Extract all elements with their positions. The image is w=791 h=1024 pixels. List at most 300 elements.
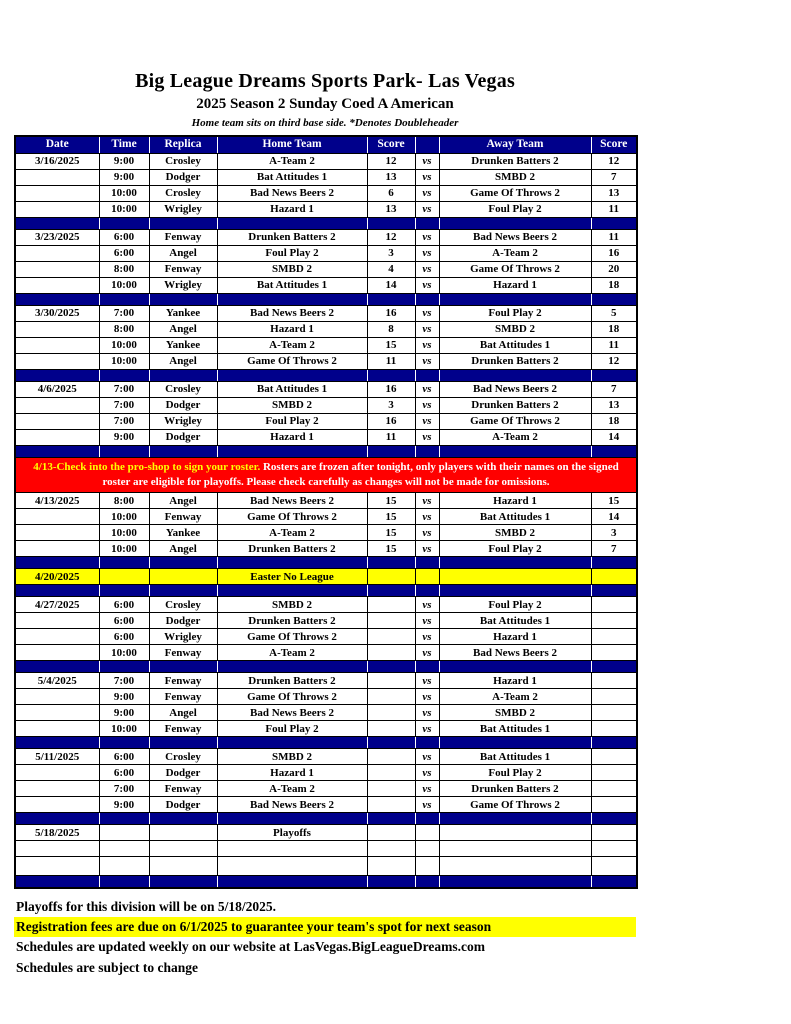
- replica-cell: Crosley: [149, 153, 217, 169]
- home-score-cell: [367, 569, 415, 585]
- separator-cell: [99, 293, 149, 305]
- away-team-cell: [439, 569, 591, 585]
- game-row: [15, 509, 637, 525]
- separator-cell: [439, 813, 591, 825]
- replica-cell: Crosley: [149, 597, 217, 613]
- home-score-cell: 16: [367, 413, 415, 429]
- home-team-cell: Foul Play 2: [217, 721, 367, 737]
- away-score-cell: [591, 629, 637, 645]
- date-cell: [15, 629, 99, 645]
- footer-note-line: Schedules are updated weekly on our website at LasVegas.BigLeagueDreams.com: [16, 939, 486, 955]
- separator-cell: [591, 813, 637, 825]
- time-cell: 9:00: [99, 705, 149, 721]
- column-header-away-team: Away Team: [439, 136, 591, 153]
- away-team-cell: Game Of Throws 2: [439, 413, 591, 429]
- replica-cell: Fenway: [149, 673, 217, 689]
- away-score-cell: 18: [591, 277, 637, 293]
- home-team-cell: Drunken Batters 2: [217, 229, 367, 245]
- home-score-cell: [367, 765, 415, 781]
- vs-cell: vs: [415, 645, 439, 661]
- special-label-cell: Easter No League: [217, 569, 367, 585]
- date-cell: 4/6/2025: [15, 381, 99, 397]
- replica-cell: Dodger: [149, 169, 217, 185]
- replica-cell: [149, 569, 217, 585]
- replica-cell: Crosley: [149, 381, 217, 397]
- separator-row: [15, 661, 637, 673]
- separator-cell: [99, 737, 149, 749]
- home-team-cell: A-Team 2: [217, 525, 367, 541]
- away-score-cell: 11: [591, 229, 637, 245]
- empty-cell: [367, 857, 415, 876]
- game-row: [15, 541, 637, 557]
- separator-cell: [99, 369, 149, 381]
- separator-cell: [415, 369, 439, 381]
- away-team-cell: A-Team 2: [439, 429, 591, 445]
- date-cell: [15, 277, 99, 293]
- game-row: [15, 261, 637, 277]
- separator-cell: [149, 876, 217, 888]
- home-team-cell: Foul Play 2: [217, 413, 367, 429]
- table-header-row: [15, 136, 637, 153]
- date-cell: [15, 413, 99, 429]
- game-row: [15, 381, 637, 397]
- separator-row: [15, 876, 637, 888]
- separator-cell: [415, 293, 439, 305]
- game-row: [15, 321, 637, 337]
- time-cell: 9:00: [99, 169, 149, 185]
- home-score-cell: 16: [367, 381, 415, 397]
- home-score-cell: 3: [367, 397, 415, 413]
- playoffs-label-cell: Playoffs: [217, 825, 367, 841]
- time-cell: 9:00: [99, 797, 149, 813]
- separator-cell: [415, 876, 439, 888]
- separator-cell: [15, 293, 99, 305]
- away-score-cell: 14: [591, 509, 637, 525]
- date-cell: 4/27/2025: [15, 597, 99, 613]
- page-subtitle: 2025 Season 2 Sunday Coed A American: [196, 96, 454, 112]
- vs-cell: vs: [415, 245, 439, 261]
- home-score-cell: [367, 705, 415, 721]
- separator-row: [15, 293, 637, 305]
- time-cell: [99, 569, 149, 585]
- away-score-cell: 3: [591, 525, 637, 541]
- home-team-cell: Hazard 1: [217, 321, 367, 337]
- home-score-cell: 15: [367, 525, 415, 541]
- separator-cell: [439, 661, 591, 673]
- separator-cell: [367, 369, 415, 381]
- separator-cell: [415, 661, 439, 673]
- separator-cell: [15, 217, 99, 229]
- away-team-cell: Bat Attitudes 1: [439, 749, 591, 765]
- away-score-cell: 13: [591, 185, 637, 201]
- home-score-cell: 4: [367, 261, 415, 277]
- separator-cell: [439, 293, 591, 305]
- game-row: [15, 493, 637, 509]
- away-team-cell: Drunken Batters 2: [439, 353, 591, 369]
- away-team-cell: SMBD 2: [439, 705, 591, 721]
- roster-notice-cell: [15, 457, 637, 493]
- empty-cell: [439, 857, 591, 876]
- vs-cell: vs: [415, 153, 439, 169]
- home-team-cell: Game Of Throws 2: [217, 689, 367, 705]
- date-cell: [15, 721, 99, 737]
- separator-cell: [415, 445, 439, 457]
- date-cell: [15, 337, 99, 353]
- home-team-cell: Bad News Beers 2: [217, 493, 367, 509]
- away-team-cell: Bat Attitudes 1: [439, 509, 591, 525]
- empty-cell: [149, 857, 217, 876]
- date-cell: [15, 689, 99, 705]
- away-score-cell: [591, 721, 637, 737]
- time-cell: 10:00: [99, 353, 149, 369]
- separator-cell: [15, 661, 99, 673]
- home-score-cell: [367, 797, 415, 813]
- time-cell: 10:00: [99, 201, 149, 217]
- away-score-cell: 20: [591, 261, 637, 277]
- empty-cell: [99, 841, 149, 857]
- date-cell: [15, 201, 99, 217]
- away-team-cell: Foul Play 2: [439, 305, 591, 321]
- date-cell: [15, 613, 99, 629]
- replica-cell: Angel: [149, 705, 217, 721]
- time-cell: 6:00: [99, 749, 149, 765]
- game-row: [15, 645, 637, 661]
- away-score-cell: [591, 689, 637, 705]
- away-score-cell: [591, 797, 637, 813]
- column-header-home-team: Home Team: [217, 136, 367, 153]
- date-cell: 5/18/2025: [15, 825, 99, 841]
- replica-cell: Angel: [149, 541, 217, 557]
- date-cell: [15, 261, 99, 277]
- home-team-cell: Drunken Batters 2: [217, 673, 367, 689]
- separator-cell: [217, 661, 367, 673]
- home-team-cell: Hazard 1: [217, 429, 367, 445]
- home-team-cell: A-Team 2: [217, 781, 367, 797]
- game-row: [15, 613, 637, 629]
- separator-cell: [591, 557, 637, 569]
- separator-cell: [367, 217, 415, 229]
- time-cell: 6:00: [99, 613, 149, 629]
- vs-cell: vs: [415, 705, 439, 721]
- game-row: [15, 705, 637, 721]
- game-row: [15, 413, 637, 429]
- vs-cell: vs: [415, 797, 439, 813]
- vs-cell: vs: [415, 169, 439, 185]
- separator-cell: [439, 876, 591, 888]
- vs-cell: vs: [415, 749, 439, 765]
- game-row: [15, 429, 637, 445]
- home-score-cell: [367, 689, 415, 705]
- separator-cell: [439, 369, 591, 381]
- vs-cell: vs: [415, 229, 439, 245]
- time-cell: 10:00: [99, 541, 149, 557]
- away-team-cell: Foul Play 2: [439, 201, 591, 217]
- vs-cell: vs: [415, 397, 439, 413]
- home-score-cell: 13: [367, 169, 415, 185]
- game-row: [15, 337, 637, 353]
- home-score-cell: 3: [367, 245, 415, 261]
- home-team-cell: SMBD 2: [217, 261, 367, 277]
- away-score-cell: [591, 673, 637, 689]
- time-cell: 6:00: [99, 629, 149, 645]
- home-score-cell: [367, 645, 415, 661]
- away-team-cell: SMBD 2: [439, 321, 591, 337]
- vs-cell: vs: [415, 321, 439, 337]
- separator-cell: [217, 369, 367, 381]
- home-score-cell: 15: [367, 509, 415, 525]
- date-cell: [15, 185, 99, 201]
- replica-cell: Wrigley: [149, 201, 217, 217]
- away-score-cell: [591, 597, 637, 613]
- separator-cell: [217, 293, 367, 305]
- date-cell: [15, 765, 99, 781]
- vs-cell: vs: [415, 689, 439, 705]
- time-cell: 6:00: [99, 245, 149, 261]
- empty-cell: [99, 857, 149, 876]
- replica-cell: Fenway: [149, 229, 217, 245]
- separator-row: [15, 737, 637, 749]
- away-score-cell: 12: [591, 153, 637, 169]
- replica-cell: [149, 825, 217, 841]
- column-header-time: Time: [99, 136, 149, 153]
- vs-cell: vs: [415, 353, 439, 369]
- replica-cell: Dodger: [149, 765, 217, 781]
- separator-row: [15, 445, 637, 457]
- column-header-vs: [415, 136, 439, 153]
- away-team-cell: A-Team 2: [439, 245, 591, 261]
- game-row: [15, 629, 637, 645]
- away-score-cell: [591, 613, 637, 629]
- separator-cell: [591, 445, 637, 457]
- separator-cell: [367, 737, 415, 749]
- replica-cell: Crosley: [149, 185, 217, 201]
- separator-cell: [591, 876, 637, 888]
- home-team-cell: Bad News Beers 2: [217, 305, 367, 321]
- away-team-cell: Hazard 1: [439, 277, 591, 293]
- separator-row: [15, 369, 637, 381]
- separator-row: [15, 557, 637, 569]
- schedule-table: [14, 135, 638, 889]
- empty-cell: [149, 841, 217, 857]
- separator-row: [15, 585, 637, 597]
- away-score-cell: 12: [591, 353, 637, 369]
- separator-cell: [149, 557, 217, 569]
- replica-cell: Fenway: [149, 781, 217, 797]
- separator-cell: [99, 445, 149, 457]
- separator-cell: [367, 557, 415, 569]
- date-cell: [15, 509, 99, 525]
- date-cell: 3/23/2025: [15, 229, 99, 245]
- empty-cell: [367, 841, 415, 857]
- separator-cell: [15, 737, 99, 749]
- game-row: [15, 353, 637, 369]
- footer-note-line: Playoffs for this division will be on 5/18/2025.: [16, 898, 277, 914]
- vs-cell: [415, 569, 439, 585]
- separator-row: [15, 217, 637, 229]
- separator-cell: [149, 737, 217, 749]
- separator-cell: [415, 585, 439, 597]
- separator-cell: [149, 813, 217, 825]
- away-team-cell: Bad News Beers 2: [439, 229, 591, 245]
- date-cell: 3/30/2025: [15, 305, 99, 321]
- home-score-cell: 12: [367, 153, 415, 169]
- away-score-cell: 7: [591, 169, 637, 185]
- away-team-cell: Hazard 1: [439, 629, 591, 645]
- game-row: [15, 201, 637, 217]
- separator-cell: [149, 369, 217, 381]
- replica-cell: Fenway: [149, 645, 217, 661]
- home-team-cell: A-Team 2: [217, 337, 367, 353]
- home-team-cell: Bad News Beers 2: [217, 797, 367, 813]
- home-score-cell: [367, 597, 415, 613]
- vs-cell: vs: [415, 525, 439, 541]
- separator-cell: [99, 557, 149, 569]
- separator-cell: [591, 737, 637, 749]
- replica-cell: Yankee: [149, 305, 217, 321]
- home-score-cell: 11: [367, 429, 415, 445]
- separator-cell: [439, 737, 591, 749]
- game-row: [15, 689, 637, 705]
- date-cell: [15, 353, 99, 369]
- separator-cell: [367, 813, 415, 825]
- replica-cell: Fenway: [149, 721, 217, 737]
- replica-cell: Dodger: [149, 397, 217, 413]
- vs-cell: vs: [415, 337, 439, 353]
- document-header: [14, 70, 636, 129]
- away-score-cell: 11: [591, 337, 637, 353]
- home-score-cell: 15: [367, 541, 415, 557]
- date-cell: [15, 645, 99, 661]
- game-row: [15, 277, 637, 293]
- no-league-row: [15, 569, 637, 585]
- time-cell: 10:00: [99, 509, 149, 525]
- game-row: [15, 525, 637, 541]
- separator-cell: [439, 585, 591, 597]
- away-team-cell: Bat Attitudes 1: [439, 613, 591, 629]
- away-score-cell: 7: [591, 541, 637, 557]
- separator-cell: [15, 876, 99, 888]
- date-cell: [15, 541, 99, 557]
- footer-note-line: Schedules are subject to change: [16, 959, 198, 975]
- column-header-score: Score: [367, 136, 415, 153]
- away-team-cell: Bad News Beers 2: [439, 381, 591, 397]
- away-team-cell: Hazard 1: [439, 673, 591, 689]
- separator-cell: [15, 557, 99, 569]
- away-score-cell: [591, 569, 637, 585]
- time-cell: 10:00: [99, 337, 149, 353]
- separator-cell: [591, 217, 637, 229]
- separator-cell: [415, 557, 439, 569]
- home-team-cell: Game Of Throws 2: [217, 629, 367, 645]
- empty-cell: [217, 841, 367, 857]
- separator-cell: [591, 369, 637, 381]
- game-row: [15, 721, 637, 737]
- away-score-cell: 16: [591, 245, 637, 261]
- away-score-cell: 11: [591, 201, 637, 217]
- vs-cell: vs: [415, 781, 439, 797]
- date-cell: 3/16/2025: [15, 153, 99, 169]
- time-cell: 8:00: [99, 261, 149, 277]
- away-score-cell: [591, 705, 637, 721]
- separator-cell: [591, 585, 637, 597]
- separator-cell: [217, 876, 367, 888]
- date-cell: 4/13/2025: [15, 493, 99, 509]
- replica-cell: Fenway: [149, 689, 217, 705]
- separator-cell: [99, 585, 149, 597]
- replica-cell: Dodger: [149, 429, 217, 445]
- separator-cell: [415, 217, 439, 229]
- footer-notes: [14, 897, 636, 978]
- empty-cell: [415, 857, 439, 876]
- away-team-cell: Hazard 1: [439, 493, 591, 509]
- replica-cell: Wrigley: [149, 629, 217, 645]
- column-header-score-away: Score: [591, 136, 637, 153]
- field-note: Home team sits on third base side. *Denotes Doubleheader: [191, 117, 459, 129]
- home-team-cell: Drunken Batters 2: [217, 541, 367, 557]
- home-score-cell: [367, 721, 415, 737]
- separator-cell: [367, 293, 415, 305]
- separator-cell: [149, 293, 217, 305]
- vs-cell: vs: [415, 261, 439, 277]
- home-score-cell: [367, 629, 415, 645]
- separator-cell: [15, 445, 99, 457]
- home-team-cell: SMBD 2: [217, 749, 367, 765]
- game-row: [15, 597, 637, 613]
- separator-cell: [439, 217, 591, 229]
- away-score-cell: 18: [591, 413, 637, 429]
- time-cell: 7:00: [99, 381, 149, 397]
- separator-cell: [217, 217, 367, 229]
- replica-cell: Angel: [149, 321, 217, 337]
- date-cell: [15, 397, 99, 413]
- time-cell: 7:00: [99, 397, 149, 413]
- empty-cell: [439, 841, 591, 857]
- vs-cell: vs: [415, 509, 439, 525]
- notice-highlight-text: 4/13-Check into the pro-shop to sign your roster.: [33, 460, 261, 473]
- date-cell: [15, 797, 99, 813]
- home-team-cell: A-Team 2: [217, 645, 367, 661]
- replica-cell: Dodger: [149, 613, 217, 629]
- vs-cell: vs: [415, 613, 439, 629]
- date-cell: [15, 169, 99, 185]
- empty-cell: [15, 841, 99, 857]
- away-score-cell: [591, 781, 637, 797]
- away-team-cell: Foul Play 2: [439, 541, 591, 557]
- home-team-cell: Game Of Throws 2: [217, 353, 367, 369]
- date-cell: [15, 525, 99, 541]
- away-score-cell: [591, 825, 637, 841]
- separator-cell: [217, 813, 367, 825]
- empty-row: [15, 857, 637, 876]
- separator-cell: [217, 445, 367, 457]
- separator-cell: [367, 661, 415, 673]
- replica-cell: Crosley: [149, 749, 217, 765]
- vs-cell: vs: [415, 413, 439, 429]
- home-team-cell: Bat Attitudes 1: [217, 277, 367, 293]
- time-cell: 9:00: [99, 429, 149, 445]
- vs-cell: vs: [415, 277, 439, 293]
- time-cell: 9:00: [99, 153, 149, 169]
- home-team-cell: Hazard 1: [217, 201, 367, 217]
- away-team-cell: Foul Play 2: [439, 597, 591, 613]
- time-cell: 10:00: [99, 645, 149, 661]
- home-team-cell: A-Team 2: [217, 153, 367, 169]
- time-cell: 8:00: [99, 321, 149, 337]
- date-cell: [15, 321, 99, 337]
- home-team-cell: Bad News Beers 2: [217, 185, 367, 201]
- game-row: [15, 673, 637, 689]
- date-cell: [15, 781, 99, 797]
